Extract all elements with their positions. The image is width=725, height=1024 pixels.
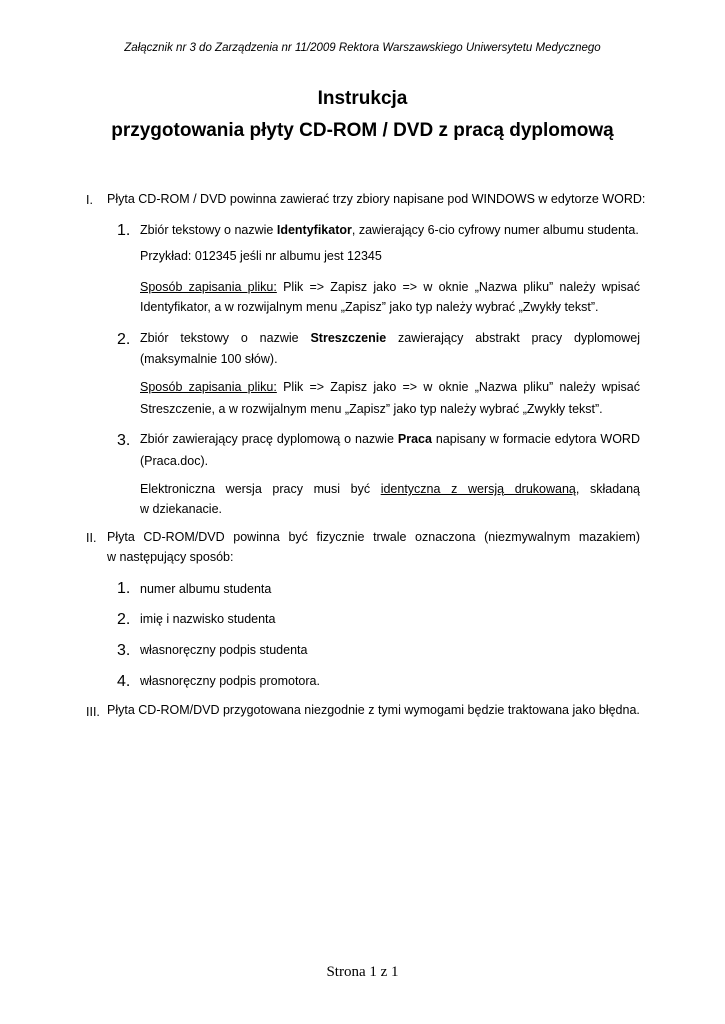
section-numeral: III. — [86, 705, 100, 719]
example-text: Przykład: 012345 jeśli nr albumu jest 12345 — [140, 249, 382, 263]
save-instruction — [140, 376, 640, 399]
save-label: Sposób zapisania pliku: — [140, 280, 277, 294]
list-number: 1. — [117, 580, 131, 597]
text-run: Zbiór zawierający pracę dyplomową o nazwie — [140, 432, 398, 446]
list-item-text: własnoręczny podpis studenta — [140, 643, 308, 657]
save-instruction-continued: Identyfikator, a w rozwijalnym menu „Zapisz” jako typ należy wybrać „Zwykły tekst”. — [140, 300, 599, 314]
text-run: napisany w formacie edytora WORD — [431, 432, 640, 446]
note-text-continued: w dziekanacie. — [140, 502, 222, 516]
underlined-text: identyczna z wersją drukowaną — [380, 482, 576, 496]
document-subtitle: przygotowania płyty CD-ROM / DVD z pracą dyplomową — [111, 120, 614, 141]
list-number: 4. — [117, 673, 131, 690]
document-header: Załącznik nr 3 do Zarządzenia nr 11/2009 Rektora Warszawskiego Uniwersytetu Medycznego — [124, 42, 601, 54]
list-item-text-continued: (Praca.doc). — [140, 454, 209, 468]
document-title: Instrukcja — [317, 88, 408, 109]
file-name: Praca — [397, 432, 432, 446]
file-name: Identyfikator — [276, 223, 352, 237]
file-name: Streszczenie — [310, 331, 387, 345]
list-item-text — [140, 219, 639, 242]
save-instruction-continued: Streszczenie, a w rozwijalnym menu „Zapisz” jako typ należy wybrać „Zwykły tekst”. — [140, 402, 603, 416]
section-numeral: I. — [86, 193, 93, 207]
list-item-text: numer albumu studenta — [140, 582, 272, 596]
section-numeral: II. — [86, 531, 97, 545]
text-run: Zbiór tekstowy o nazwie — [140, 331, 311, 345]
list-number: 2. — [117, 611, 131, 628]
list-item-text: własnoręczny podpis promotora. — [140, 674, 320, 688]
text-run: Elektroniczna wersja pracy musi być — [140, 482, 381, 496]
section-text-continued: w następujący sposób: — [107, 550, 234, 564]
section-text: Płyta CD-ROM/DVD przygotowana niezgodnie z tymi wymogami będzie traktowana jako błędna. — [107, 703, 640, 717]
section-text: Płyta CD-ROM/DVD powinna być fizycznie trwale oznaczona (niezmywalnym mazakiem) — [107, 530, 640, 544]
section-text: Płyta CD-ROM / DVD powinna zawierać trzy zbiory napisane pod WINDOWS w edytorze WORD: — [107, 192, 646, 206]
list-item-text — [140, 428, 640, 451]
list-item-text-continued: (maksymalnie 100 słów). — [140, 352, 278, 366]
text-run: Plik => Zapisz jako => w oknie „Nazwa pliku” należy wpisać — [276, 380, 640, 394]
text-run: Zbiór tekstowy o nazwie — [140, 223, 277, 237]
list-number: 2. — [117, 331, 131, 348]
list-item-text: imię i nazwisko studenta — [140, 612, 276, 626]
text-run: Plik => Zapisz jako => w oknie „Nazwa pliku” należy wpisać — [276, 280, 640, 294]
text-run: , składaną — [575, 482, 641, 496]
save-label: Sposób zapisania pliku: — [140, 380, 277, 394]
text-run: , zawierający 6-cio cyfrowy numer albumu studenta. — [351, 223, 639, 237]
list-number: 3. — [117, 432, 131, 449]
list-number: 1. — [117, 222, 131, 239]
page-number: Strona 1 z 1 — [326, 964, 399, 980]
list-number: 3. — [117, 642, 131, 659]
text-run: zawierający abstrakt pracy dyplomowej — [386, 331, 641, 345]
list-item-text — [140, 327, 640, 350]
